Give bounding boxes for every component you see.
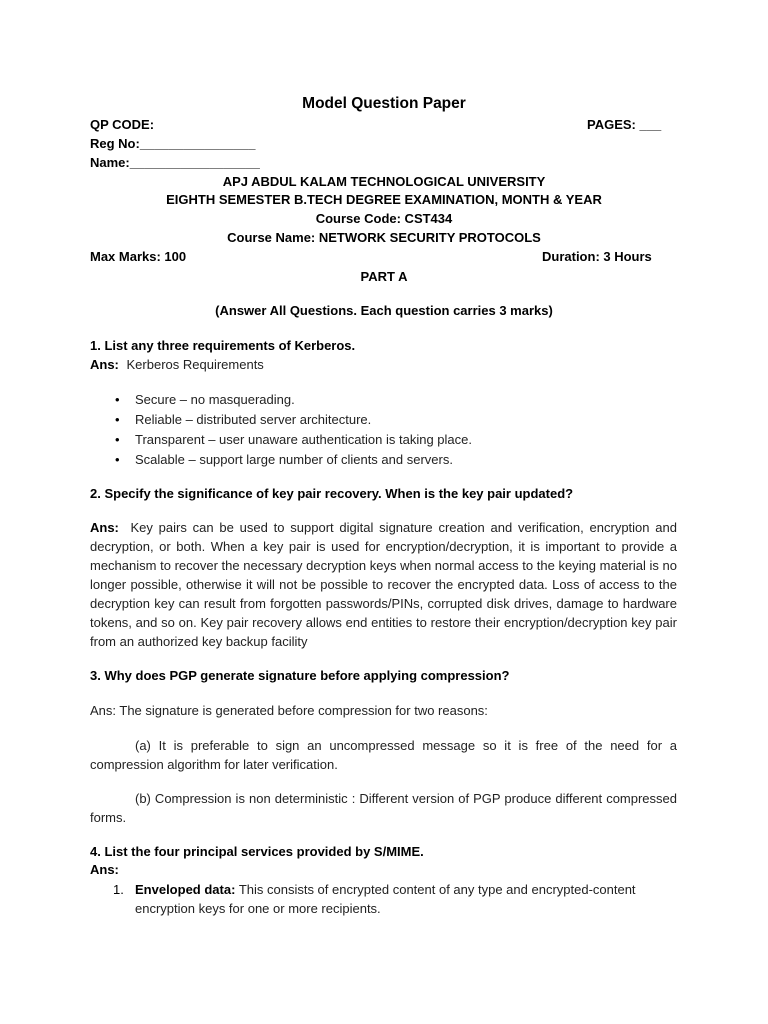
answer-3-reason-a: (a) It is preferable to sign an uncompressed message so it is free of the need for a compression algorithm for later verification.	[90, 738, 677, 772]
list-item-lead: Enveloped data:	[135, 882, 236, 897]
answer-4-label: Ans:	[90, 862, 119, 877]
list-item	[90, 880, 677, 918]
list-item: • Secure – no masquerading.	[90, 390, 472, 410]
answer-3-reason-b: (b) Compression is non deterministic : Different version of PGP produce different compressed forms.	[90, 791, 677, 825]
question-3: 3. Why does PGP generate signature before applying compression?	[90, 668, 510, 683]
answer-1-intro	[90, 356, 264, 374]
list-item-number: 1.	[113, 882, 124, 897]
page-title: Model Question Paper	[302, 95, 466, 112]
pages-label: PAGES: ___	[587, 117, 662, 132]
max-marks: Max Marks: 100	[90, 249, 187, 264]
answer-1-text: Kerberos Requirements	[126, 357, 264, 372]
list-item-body	[135, 880, 677, 918]
qp-code-label: QP CODE:	[90, 117, 155, 132]
smime-services-list	[90, 880, 677, 918]
part-heading: PART A	[360, 269, 408, 284]
reg-no-label: Reg No:________________	[90, 136, 256, 151]
answer-2	[90, 518, 677, 651]
name-label: Name:__________________	[90, 155, 260, 170]
course-code: Course Code: CST434	[315, 211, 453, 226]
duration: Duration: 3 Hours	[542, 249, 652, 264]
answer-label: Ans:	[90, 357, 119, 372]
answer-3-intro: Ans: The signature is generated before compression for two reasons:	[90, 703, 488, 718]
exam-title: EIGHTH SEMESTER B.TECH DEGREE EXAMINATION, MONTH & YEAR	[166, 192, 602, 207]
list-item: • Transparent – user unaware authentication is taking place.	[90, 430, 472, 450]
question-2: 2. Specify the significance of key pair recovery. When is the key pair updated?	[90, 486, 574, 501]
instructions: (Answer All Questions. Each question carries 3 marks)	[215, 303, 553, 318]
list-item: • Scalable – support large number of clients and servers.	[90, 450, 472, 470]
question-1: 1. List any three requirements of Kerberos.	[90, 338, 356, 353]
list-item: • Reliable – distributed server architecture.	[90, 410, 472, 430]
question-4: 4. List the four principal services provided by S/MIME.	[90, 844, 424, 859]
university-name: APJ ABDUL KALAM TECHNOLOGICAL UNIVERSITY	[222, 174, 546, 189]
answer-2-text: Key pairs can be used to support digital signature creation and verification, encryption and decryption, or both. When a key pair is used for encryption/decryption, it is important to provide a mechanism to recover the necessary decryption keys when normal access to the keying material is no longer possible, otherwise it will not be possible to recover the encrypted data. Loss of access to the decryption key can result from forgotten passwords/PINs, corrupted disk drives, damage to hardware tokens, and so on. Key pair recovery allows end entities to restore their encryption/decryption key pair from an authorized key backup facility	[90, 520, 677, 649]
kerberos-requirements-list	[90, 390, 472, 470]
answer-label: Ans:	[90, 520, 119, 535]
list-item-text: This consists of encrypted content of any type and encrypted-content encryption keys for one or more recipients.	[135, 882, 636, 916]
course-name: Course Name: NETWORK SECURITY PROTOCOLS	[227, 230, 541, 245]
